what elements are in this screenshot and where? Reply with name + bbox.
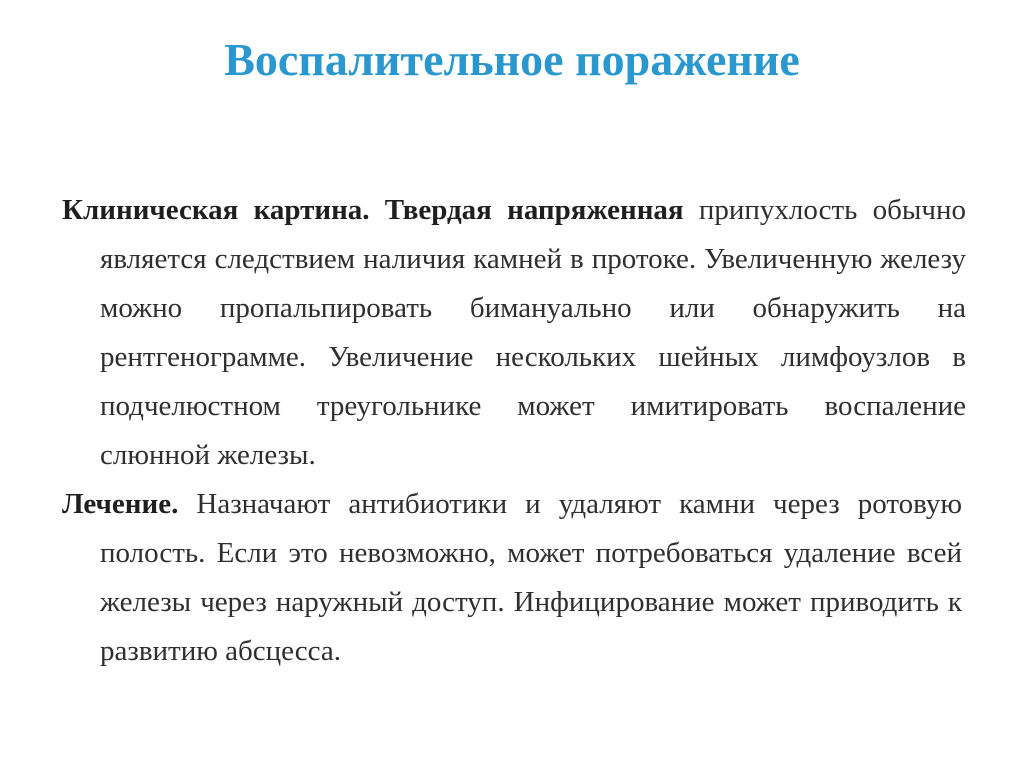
clinical-lead: Клиническая картина. Твердая напряженная xyxy=(62,194,684,226)
treatment-lead: Лечение. xyxy=(62,488,179,520)
slide-title: Воспалительное поражение xyxy=(224,34,800,85)
treatment-paragraph xyxy=(62,480,962,676)
clinical-paragraph xyxy=(62,186,966,480)
slide-body xyxy=(62,186,966,676)
clinical-text: припухлость обычно является следствием наличия камней в протоке. Увеличенную железу можно пропальпировать бимануально или обнаружить на рентгенограмме. Увеличение нескольких шейных лимфоузлов в подчелюстном треугольнике может имитировать воспаление слюнной железы. xyxy=(100,194,967,471)
treatment-text: Назначают антибиотики и удаляют камни через ротовую полость. Если это невозможно, может потребоваться удаление всей железы через наружный доступ. Инфицирование может приводить к развитию абсцесса. xyxy=(100,488,962,667)
